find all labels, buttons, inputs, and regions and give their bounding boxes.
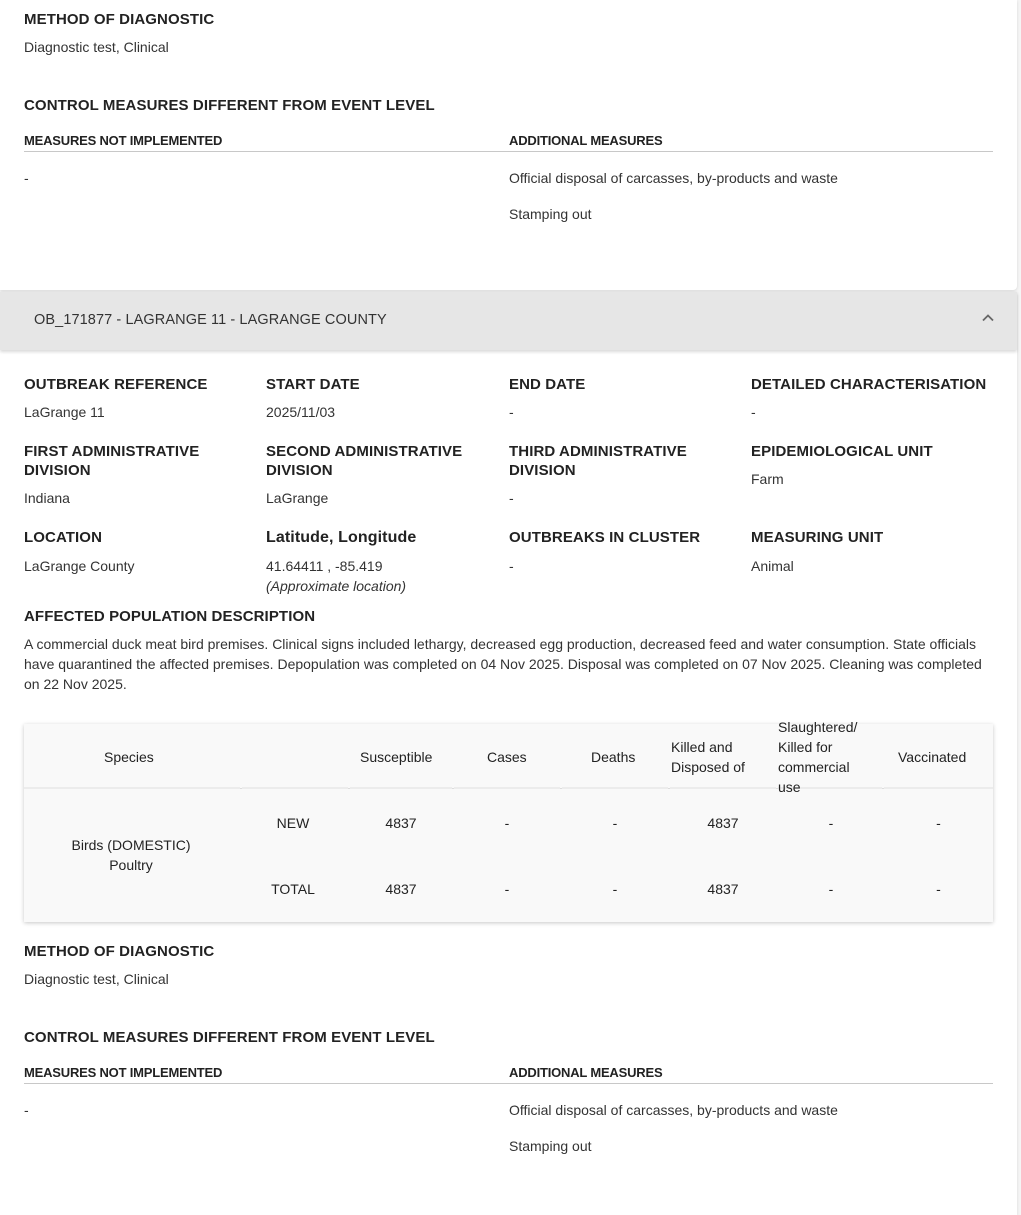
lat-long-label: Latitude, Longitude <box>266 529 417 546</box>
end-date-value: - <box>509 404 514 420</box>
new-slaughtered: - <box>828 815 834 831</box>
epidemiological-unit-label: EPIDEMIOLOGICAL UNIT <box>751 443 933 460</box>
new-killed: 4837 <box>707 815 739 831</box>
header-vaccinated: Vaccinated <box>898 749 967 765</box>
additional-measure-item: Official disposal of carcasses, by-products and waste <box>509 170 838 186</box>
new-deaths: - <box>612 815 618 831</box>
approximate-location-note: (Approximate location) <box>266 578 407 594</box>
location-value: LaGrange County <box>24 558 135 574</box>
measures-not-implemented-label: MEASURES NOT IMPLEMENTED <box>24 133 223 148</box>
header-deaths: Deaths <box>591 749 636 765</box>
second-admin-division-label: SECOND ADMINISTRATIVE DIVISION <box>266 443 463 479</box>
detailed-characterisation-value: - <box>751 404 756 420</box>
start-date-label: START DATE <box>266 376 360 393</box>
control-measures-label: CONTROL MEASURES DIFFERENT FROM EVENT LEVEL <box>24 1029 435 1046</box>
measures-not-implemented-value: - <box>24 170 29 186</box>
row-type-new: NEW <box>276 815 310 831</box>
start-date-value: 2025/11/03 <box>266 404 336 420</box>
header-slaughtered: Slaughtered/ Killed for commercial use <box>778 719 858 795</box>
species-table <box>24 719 993 922</box>
detailed-characterisation-label: DETAILED CHARACTERISATION <box>751 376 987 393</box>
total-vaccinated: - <box>936 881 941 897</box>
outbreaks-in-cluster-label: OUTBREAKS IN CLUSTER <box>509 529 701 546</box>
method-diagnostic-label: METHOD OF DIAGNOSTIC <box>24 943 215 960</box>
outbreak-reference-value: LaGrange 11 <box>24 404 105 420</box>
additional-measures-label: ADDITIONAL MEASURES <box>509 1065 663 1080</box>
header-slaughtered-clip <box>778 719 882 795</box>
measures-not-implemented-label: MEASURES NOT IMPLEMENTED <box>24 1065 223 1080</box>
location-label: LOCATION <box>24 529 103 546</box>
header-susceptible: Susceptible <box>360 749 433 765</box>
control-measures-label: CONTROL MEASURES DIFFERENT FROM EVENT LEVEL <box>24 97 435 114</box>
outbreak-accordion-header[interactable] <box>0 292 1017 350</box>
new-vaccinated: - <box>936 815 941 831</box>
first-admin-division-label: FIRST ADMINISTRATIVE DIVISION <box>24 443 200 479</box>
new-susceptible: 4837 <box>385 815 417 831</box>
method-diagnostic-label: METHOD OF DIAGNOSTIC <box>24 11 215 28</box>
epidemiological-unit-value: Farm <box>751 471 784 487</box>
chevron-up-icon[interactable] <box>981 311 995 325</box>
additional-measure-item: Official disposal of carcasses, by-products and waste <box>509 1102 838 1118</box>
divider <box>24 1083 993 1084</box>
end-date-label: END DATE <box>509 376 586 393</box>
outbreaks-in-cluster-value: - <box>509 558 514 574</box>
total-susceptible: 4837 <box>385 881 417 897</box>
measuring-unit-label: MEASURING UNIT <box>751 529 884 546</box>
new-cases: - <box>504 815 510 831</box>
additional-measure-item: Stamping out <box>509 206 592 222</box>
additional-measure-item: Stamping out <box>509 1138 592 1154</box>
outbreak-reference-label: OUTBREAK REFERENCE <box>24 376 208 393</box>
total-deaths: - <box>612 881 618 897</box>
measures-not-implemented-value: - <box>24 1102 29 1118</box>
affected-population-description: A commercial duck meat bird premises. Clinical signs included lethargy, decreased egg production, decreased feed and water consumption. State officials have quarantined the affected premises. Depopulation was completed on 04 Nov 2025. Disposal was completed on 07 Nov 2025. Cleaning was completed on 22 Nov 2025. <box>24 636 982 692</box>
previous-outbreak-panel <box>0 0 1017 290</box>
affected-population-label: AFFECTED POPULATION DESCRIPTION <box>24 608 316 625</box>
total-killed: 4837 <box>707 881 739 897</box>
third-admin-division-value: - <box>509 490 514 506</box>
lat-long-value: 41.64411 , -85.419 <box>266 558 383 574</box>
first-admin-division-value: Indiana <box>24 490 70 506</box>
row-type-total: TOTAL <box>271 881 315 897</box>
total-cases: - <box>504 881 510 897</box>
species-cell: Birds (DOMESTIC) Poultry <box>71 837 191 873</box>
additional-measures-label: ADDITIONAL MEASURES <box>509 133 663 148</box>
header-cases: Cases <box>487 749 527 765</box>
second-admin-division-value: LaGrange <box>266 490 329 506</box>
total-slaughtered: - <box>828 881 834 897</box>
header-species: Species <box>104 749 154 765</box>
method-diagnostic-value: Diagnostic test, Clinical <box>24 39 169 55</box>
third-admin-division-label: THIRD ADMINISTRATIVE DIVISION <box>509 443 687 479</box>
measuring-unit-value: Animal <box>751 558 794 574</box>
method-diagnostic-value: Diagnostic test, Clinical <box>24 971 169 987</box>
outbreak-title: OB_171877 - LAGRANGE 11 - LAGRANGE COUNTY <box>34 312 387 328</box>
header-killed-disposed: Killed and Disposed of <box>671 739 745 775</box>
divider <box>24 151 993 152</box>
outbreak-panel <box>0 292 1017 1215</box>
